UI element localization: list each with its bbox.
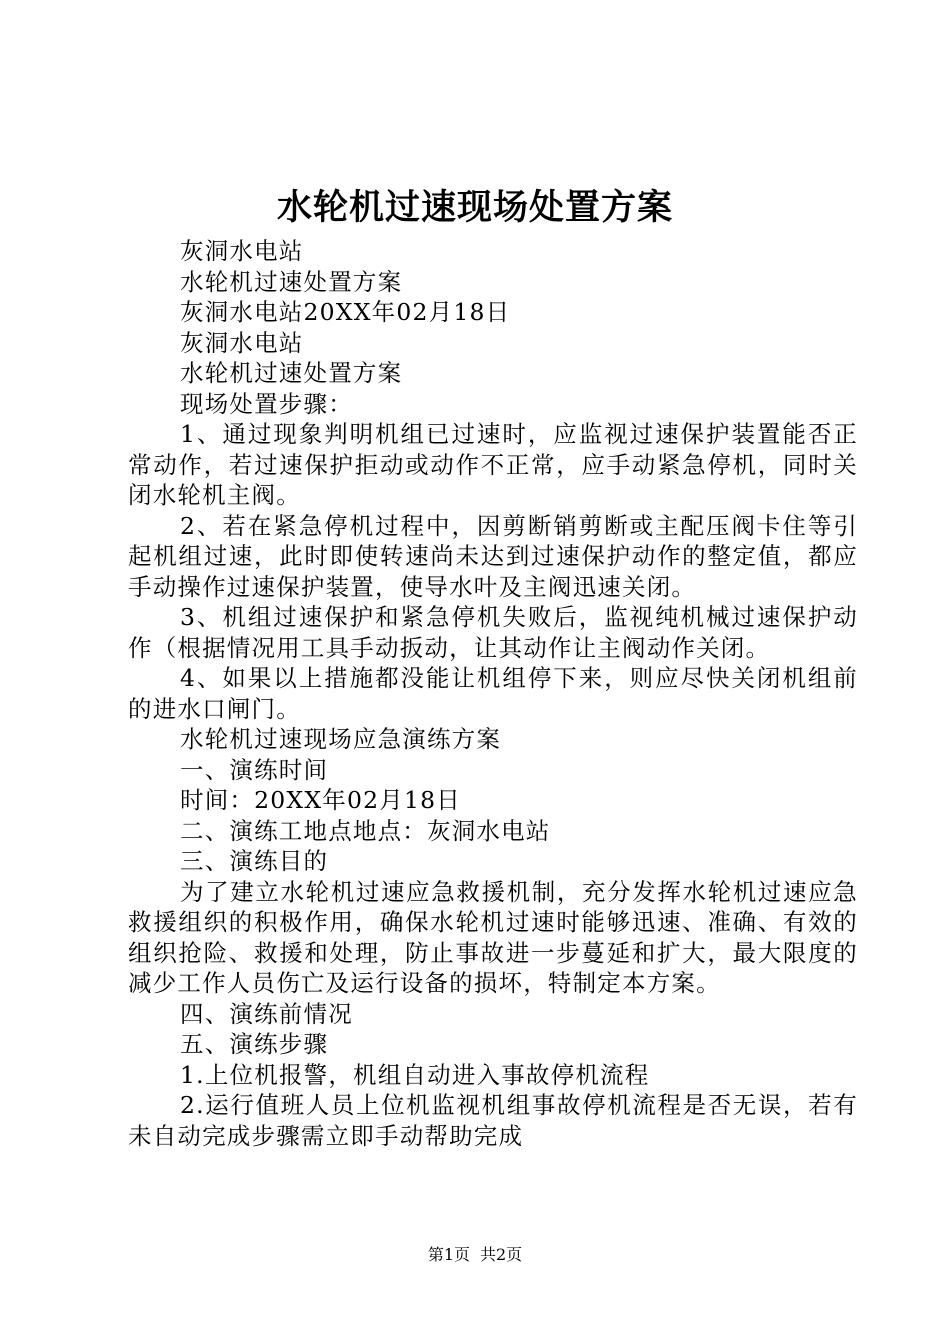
page-number: 第1页 xyxy=(427,1245,470,1264)
body-paragraph: 为了建立水轮机过速应急救援机制，充分发挥水轮机过速应急救援组织的积极作用，确保水轮机过速时能够迅速、准确、有效的组织抢险、救援和处理，防止事故进一步蔓延和扩大，最大限度的减少工作人员伤亡及运行设备的损坏，特制定本方案。 xyxy=(128,877,858,997)
body-line: 时间：20XX年02月18日 xyxy=(180,786,461,814)
body-line: 现场处置步骤： xyxy=(180,389,353,418)
body-paragraph: 3、机组过速保护和紧急停机失败后，监视纯机械过速保护动作（根据情况用工具手动扳动，让其动作让主阀动作关闭。 xyxy=(128,603,858,662)
body-line: 四、演练前情况 xyxy=(180,999,353,1028)
page-total: 共2页 xyxy=(480,1245,523,1264)
body-line: 1.上位机报警，机组自动进入事故停机流程 xyxy=(180,1060,650,1089)
body-line: 灰洞水电站 xyxy=(180,328,304,357)
body-paragraph: 1、通过现象判明机组已过速时，应监视过速保护装置能否正常动作，若过速保护拒动或动作不正常，应手动紧急停机，同时关闭水轮机主阀。 xyxy=(128,420,858,509)
body-line: 三、演练目的 xyxy=(180,847,329,875)
body-paragraph: 2、若在紧急停机过程中，因剪断销剪断或主配压阀卡住等引起机组过速，此时即使转速尚未达到过速保护动作的整定值，都应手动操作过速保护装置，使导水叶及主阀迅速关闭。 xyxy=(128,511,858,601)
body-paragraph: 2.运行值班人员上位机监视机组事故停机流程是否无误，若有未自动完成步骤需立即手动帮助完成 xyxy=(128,1091,858,1150)
body-line: 一、演练时间 xyxy=(180,755,329,784)
body-line: 二、演练工地点地点：灰洞水电站 xyxy=(180,816,551,845)
body-line: 水轮机过速现场应急演练方案 xyxy=(180,725,502,753)
body-paragraph: 4、如果以上措施都没能让机组停下来，则应尽快关闭机组前的进水口闸门。 xyxy=(128,664,858,723)
document-body xyxy=(128,236,858,1151)
document-title: 水轮机过速现场处置方案 xyxy=(276,187,673,228)
body-line: 水轮机过速处置方案 xyxy=(180,267,403,296)
body-line: 灰洞水电站20XX年02月18日 xyxy=(180,298,511,326)
body-line: 灰洞水电站 xyxy=(180,237,304,265)
page-footer xyxy=(0,1243,950,1267)
body-line: 水轮机过速处置方案 xyxy=(180,359,403,387)
body-line: 五、演练步骤 xyxy=(180,1030,329,1058)
